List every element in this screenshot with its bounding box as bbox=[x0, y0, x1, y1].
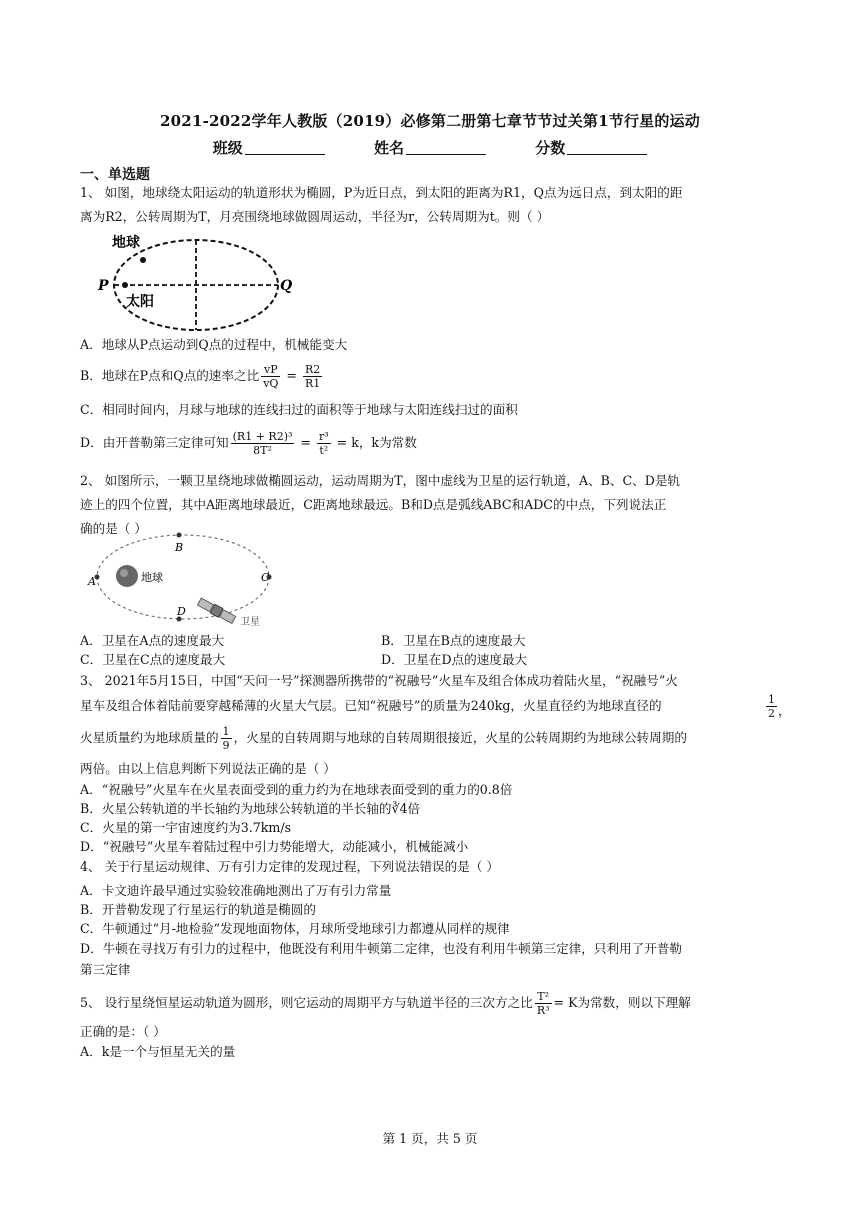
q3-option-a: A．“祝融号”火星车在火星表面受到的重力约为在地球表面受到的重力的0.8倍 bbox=[80, 782, 513, 797]
fraction bbox=[303, 363, 322, 390]
fraction bbox=[317, 430, 331, 457]
q2-option-c: C．卫星在C点的速度最大 bbox=[80, 652, 226, 667]
fig-earth-label: 地球 bbox=[141, 571, 163, 584]
q1-option-c: C．相同时间内，月球与地球的连线扫过的面积等于地球与太阳连线扫过的面积 bbox=[80, 402, 518, 417]
fig-earth-label: 地球 bbox=[112, 235, 140, 251]
fig-p-label: P bbox=[98, 278, 109, 294]
section-heading: 一、单选题 bbox=[80, 167, 150, 183]
fraction-one-ninth bbox=[221, 725, 232, 752]
q2-option-d: D．卫星在D点的速度最大 bbox=[381, 652, 528, 667]
fraction bbox=[261, 363, 280, 390]
page-title: 2021-2022学年人教版（2019）必修第二册第七章节节过关第1节行星的运动 bbox=[160, 112, 700, 130]
score-label: 分数 bbox=[535, 139, 566, 157]
q1-stem-line-1: 1、 如图，地球绕太阳运动的轨道形状为椭圆，P为近日点，到太阳的距离为R1，Q点为远日点，到太阳的距 bbox=[80, 185, 683, 200]
denominator: 2 bbox=[768, 707, 775, 720]
q3-option-b: B．火星公转轨道的半长轴约为地球公转轨道的半长轴的∛4倍 bbox=[80, 801, 421, 816]
fig-q-label: Q bbox=[280, 278, 293, 294]
q1-stem-line-2: 离为R2，公转周期为T，月亮围绕地球做圆周运动，半径为r，公转周期为t。则（ ） bbox=[80, 209, 550, 224]
q4-option-d-line-2: 第三定律 bbox=[80, 962, 131, 977]
q3-stem-line-3-suffix: ，火星的自转周期与地球的自转周期很接近，火星的公转周期约为地球公转周期的 bbox=[233, 730, 687, 745]
q4-option-c: C．牛顿通过“月-地检验”发现地面物体，月球所受地球引力都遵从同样的规律 bbox=[80, 921, 510, 936]
page-footer: 第 1 页，共 5 页 bbox=[382, 1131, 478, 1146]
q1-option-d-text: D．由开普勒第三定律可知 bbox=[80, 435, 229, 450]
q5-stem-text: 5、 设行星绕恒星运动轨道为圆形，则它运动的周期平方与轨道半径的三次方之比 bbox=[80, 995, 533, 1010]
fraction bbox=[231, 430, 295, 457]
q1-orbit-figure bbox=[90, 230, 300, 335]
numerator: R2 bbox=[304, 363, 321, 376]
numerator: T² bbox=[535, 990, 552, 1004]
fig-point-d: D bbox=[177, 605, 186, 618]
student-info-fields bbox=[0, 137, 860, 158]
numerator: (R1 + R2)³ bbox=[232, 430, 293, 443]
q4-option-a: A．卡文迪许最早通过实验较准确地测出了万有引力常量 bbox=[80, 883, 392, 898]
denominator: 9 bbox=[222, 739, 230, 752]
q1-option-b-text: B．地球在P点和Q点的速率之比 bbox=[80, 368, 260, 383]
q2-option-a: A．卫星在A点的速度最大 bbox=[80, 633, 225, 648]
class-label: 班级 bbox=[212, 139, 243, 157]
q1-option-d: D．由开普勒第三定律可知 $\frac{\text{(R1 + R2)³}}{\text{8T²}}$ = $\frac{\text{r³}}{\text{t²}}$ = k，k为常数 bbox=[80, 430, 417, 457]
denominator: t² bbox=[319, 444, 329, 457]
q3-stem-line-3 bbox=[80, 725, 687, 752]
q2-satellite-figure bbox=[85, 525, 285, 635]
q3-option-c: C．火星的第一宇宙速度约为3.7km/s bbox=[80, 820, 292, 835]
fig-point-c: C bbox=[261, 571, 270, 584]
q4-stem: 4、 关于行星运动规律、万有引力定律的发现过程，下列说法错误的是（ ） bbox=[80, 859, 500, 874]
score-blank bbox=[567, 140, 647, 155]
q4-option-d-line-1: D．牛顿在寻找万有引力的过程中，他既没有利用牛顿第二定律，也没有利用牛顿第三定律，只利用了开普勒 bbox=[80, 941, 683, 956]
denominator: 8T² bbox=[253, 444, 272, 457]
numerator: 1 bbox=[768, 693, 775, 706]
q5-stem-line-1 bbox=[80, 990, 691, 1017]
fraction-t2-r3 bbox=[535, 990, 552, 1017]
q2-stem-line-3: 确的是（ ） bbox=[80, 521, 147, 536]
fig-point-b: B bbox=[175, 541, 184, 554]
q2-stem-line-2: 迹上的四个位置，其中A距离地球最近，C距离地球最远。B和D点是弧线ABC和ADC的中点，下列说法正 bbox=[80, 497, 667, 512]
numerator: 1 bbox=[222, 725, 230, 738]
q1-option-a: A．地球从P点运动到Q点的过程中，机械能变大 bbox=[80, 337, 348, 352]
fraction-one-half bbox=[766, 693, 777, 720]
satellite-icon bbox=[197, 597, 236, 624]
fig-sun-label: 太阳 bbox=[126, 294, 154, 310]
q5-stem-suffix: = K为常数，则以下理解 bbox=[553, 995, 691, 1010]
class-blank bbox=[245, 140, 325, 155]
fig-point-a: A bbox=[88, 575, 96, 588]
q2-option-b: B．卫星在B点的速度最大 bbox=[381, 633, 526, 648]
denominator: R1 bbox=[304, 377, 321, 390]
numerator: vP bbox=[261, 363, 280, 377]
q3-stem-line-1: 3、 2021年5月15日，中国“天问一号”探测器所携带的“祝融号”火星车及组合体成功着陆火星，“祝融号”火 bbox=[80, 673, 678, 688]
q3-stem-line-3-text: 火星质量约为地球质量的 bbox=[80, 730, 219, 745]
denominator: vQ bbox=[263, 377, 279, 390]
name-label: 姓名 bbox=[373, 139, 404, 157]
q3-stem-line-2: 星车及组合体着陆前要穿越稀薄的火星大气层。已知“祝融号”的质量为240kg，火星直径约为地球直径的 bbox=[80, 698, 662, 713]
comma: ， bbox=[778, 703, 791, 718]
q3-option-d: D．“祝融号”火星车着陆过程中引力势能增大，动能减小，机械能减小 bbox=[80, 839, 469, 854]
q5-stem-line-2: 正确的是：（ ） bbox=[80, 1024, 166, 1039]
q1-option-d-suffix: = k，k为常数 bbox=[336, 435, 417, 450]
score-field bbox=[535, 137, 647, 158]
numerator: r³ bbox=[318, 430, 329, 443]
q4-option-b: B．开普勒发现了行星运行的轨道是椭圆的 bbox=[80, 902, 316, 917]
class-field bbox=[213, 137, 325, 158]
name-field bbox=[374, 137, 486, 158]
q2-stem-line-1: 2、 如图所示，一颗卫星绕地球做椭圆运动，运动周期为T，图中虚线为卫星的运行轨道，A、B、C、D是轨 bbox=[80, 473, 681, 488]
q1-option-b: B．地球在P点和Q点的速率之比 $\frac{vP}{vQ}$ = $\frac{R2}{R1}$ bbox=[80, 363, 321, 390]
fig-satellite-label: 卫星 bbox=[240, 617, 260, 628]
denominator: R³ bbox=[536, 1004, 550, 1017]
name-blank bbox=[406, 140, 486, 155]
q5-option-a: A．k是一个与恒星无关的量 bbox=[80, 1044, 236, 1059]
q3-stem-line-4: 两倍。由以上信息判断下列说法正确的是（ ） bbox=[80, 761, 336, 776]
